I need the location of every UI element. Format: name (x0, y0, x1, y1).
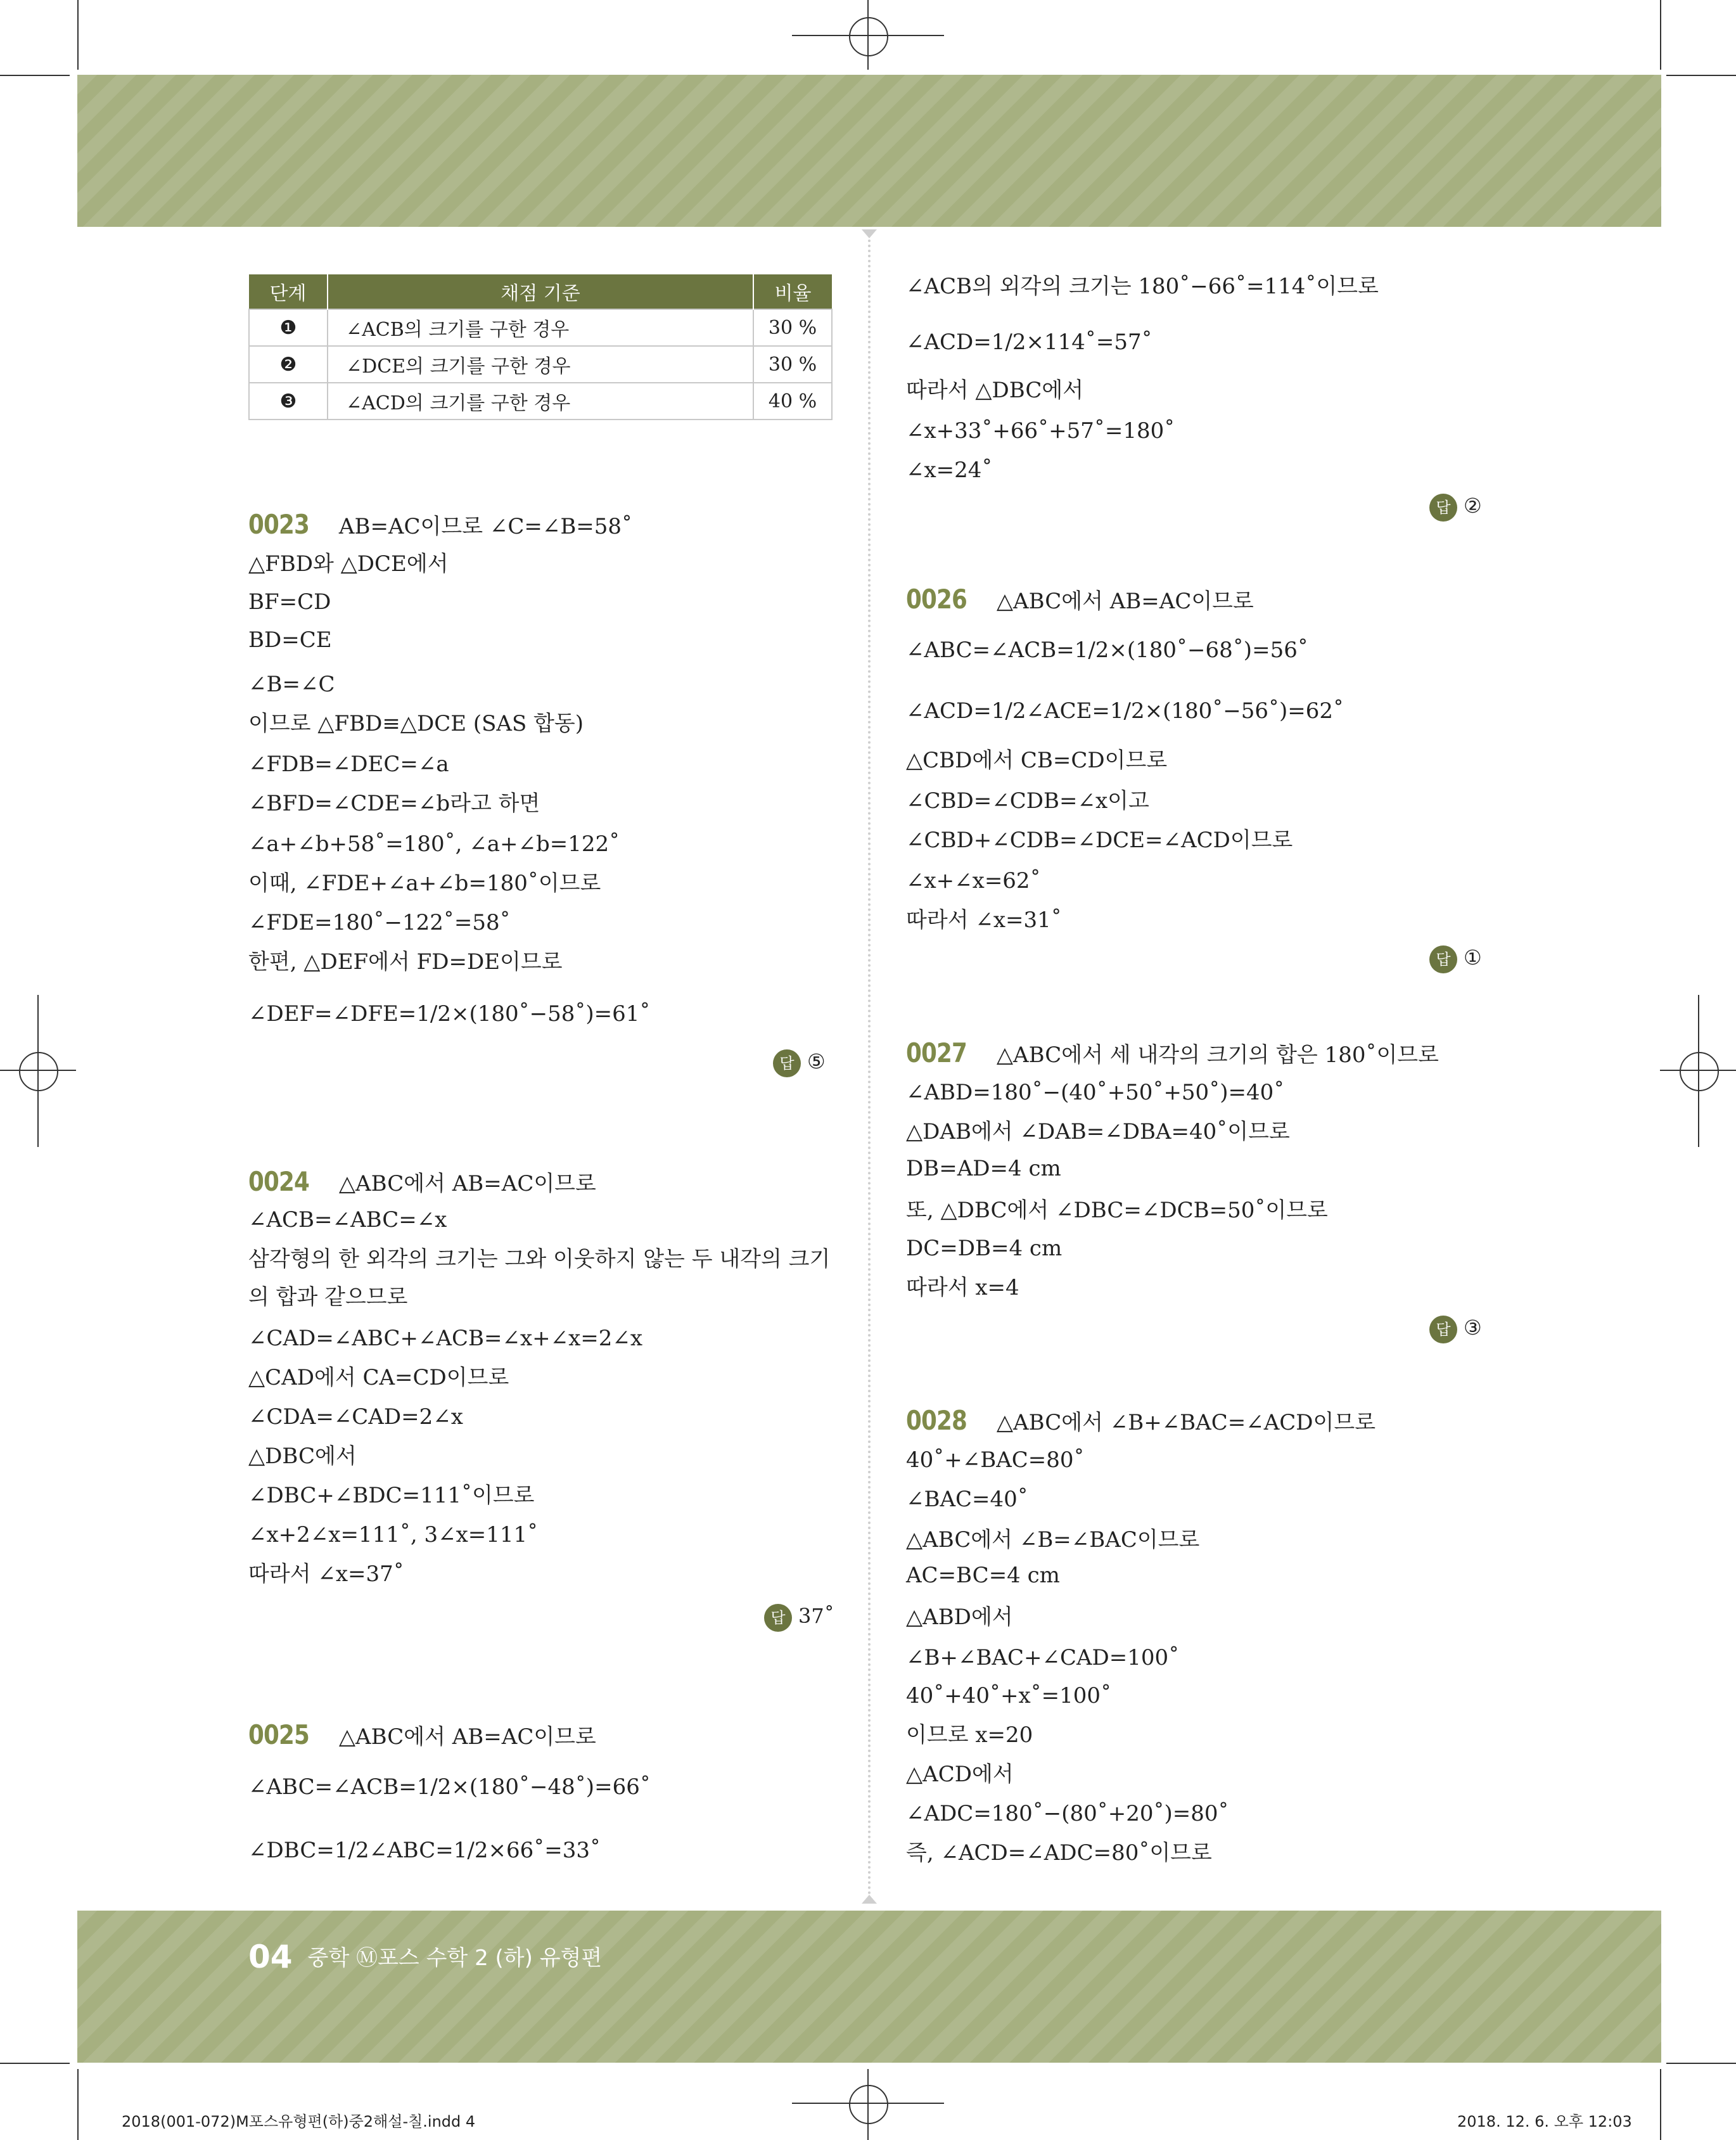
solution-line (906, 1447, 1085, 1473)
registration-mark (19, 1052, 58, 1091)
solution-text: AB=AC이므로 ∠C=∠B=58˚ (338, 514, 633, 539)
ratio-cell: 30 % (753, 346, 832, 383)
registration-mark (849, 2085, 888, 2124)
answer-0024 (764, 1601, 834, 1632)
print-slug-right: 2018. 12. 6. 오후 12:03 (1457, 2113, 1632, 2130)
left-solution-column (248, 0, 838, 1901)
solution-text: △ABC에서 ∠B=∠BAC이므로 (906, 1527, 1200, 1553)
solution-line (906, 1119, 1290, 1144)
solution-line (906, 1487, 1028, 1512)
solution-text: △ABC에서 AB=AC이므로 (338, 1724, 596, 1750)
column-header-step: 단계 (249, 274, 328, 309)
print-slug-left: 2018(001-072)M포스유형편(하)중2해설-칠.indd 4 (122, 2113, 476, 2130)
answer-value: ⑤ (807, 1049, 826, 1073)
answer-badge: 답 (1429, 494, 1457, 522)
solution-text: ∠a+∠b+58˚=180˚, ∠a+∠b=122˚ (248, 831, 620, 857)
book-title: 중학 Ⓜ포스 수학 2 (하) 유형편 (307, 1945, 603, 1971)
solution-line (248, 1246, 830, 1272)
answer-0026 (1429, 943, 1482, 973)
solution-text: DC=DB=4 cm (906, 1236, 1063, 1261)
problem-number: 0023 (248, 509, 309, 540)
solution-text: △ABC에서 AB=AC이므로 (338, 1171, 596, 1196)
problem-heading (248, 509, 633, 540)
problem-number: 0025 (248, 1719, 309, 1750)
answer-value: ② (1464, 494, 1482, 518)
answer-badge: 답 (773, 1049, 801, 1077)
criterion-cell: ∠ACB의 크기를 구한 경우 (328, 309, 753, 346)
solution-line (906, 378, 1083, 403)
problem-number: 0028 (906, 1405, 967, 1436)
step-cell: ❷ (249, 346, 328, 383)
solution-text: 40˚+40˚+x˚=100˚ (906, 1683, 1112, 1708)
solution-line (248, 1483, 535, 1508)
solution-line (906, 1563, 1060, 1588)
solution-text: 의 합과 같으므로 (248, 1285, 408, 1310)
solution-line (248, 1001, 650, 1027)
answer-badge: 답 (1429, 1316, 1457, 1343)
solution-text: ∠BFD=∠CDE=∠b라고 하면 (248, 791, 540, 816)
solution-line (248, 871, 601, 896)
answer-badge: 답 (764, 1604, 792, 1632)
solution-text: △ABC에서 ∠B+∠BAC=∠ACD이므로 (996, 1410, 1376, 1435)
solution-text: △ABC에서 AB=AC이므로 (996, 589, 1254, 614)
solution-text: 따라서 ∠x=31˚ (906, 907, 1062, 933)
step-cell: ❸ (249, 383, 328, 420)
solution-line (906, 1527, 1199, 1553)
solution-line (906, 1080, 1284, 1105)
ratio-cell: 40 % (753, 383, 832, 420)
solution-text: AC=BC=4 cm (906, 1563, 1060, 1588)
solution-line (248, 551, 449, 577)
solution-text: ∠DBC+∠BDC=111˚이므로 (248, 1483, 535, 1508)
criterion-cell: ∠DCE의 크기를 구한 경우 (328, 346, 753, 383)
solution-text: △ACD에서 (906, 1762, 1014, 1787)
solution-line (906, 748, 1167, 773)
solution-line (906, 1605, 1013, 1630)
solution-text: ∠DBC=1/2∠ABC=1/2×66˚=33˚ (248, 1838, 601, 1863)
solution-line (248, 1326, 642, 1351)
solution-text: △DAB에서 ∠DAB=∠DBA=40˚이므로 (906, 1119, 1290, 1144)
right-solution-column (906, 0, 1495, 1901)
answer-0027 (1429, 1313, 1482, 1343)
solution-line (906, 1236, 1062, 1261)
solution-text: ∠x+2∠x=111˚, 3∠x=111˚ (248, 1522, 539, 1547)
solution-text: ∠BAC=40˚ (906, 1487, 1028, 1512)
solution-text: 이므로 △FBD≡△DCE (SAS 합동) (248, 711, 584, 736)
solution-text: 이때, ∠FDE+∠a+∠b=180˚이므로 (248, 871, 601, 896)
registration-mark (849, 17, 888, 56)
solution-line (906, 698, 1344, 724)
solution-line (248, 1774, 651, 1800)
solution-text: BD=CE (248, 627, 332, 653)
solution-text: △ABD에서 (906, 1605, 1013, 1630)
page-number: 04 (248, 1938, 293, 1975)
solution-text: ∠x=24˚ (906, 458, 993, 483)
problem-heading (906, 584, 1254, 615)
solution-text: 40˚+∠BAC=80˚ (906, 1447, 1085, 1473)
solution-line (906, 868, 1041, 894)
solution-line (906, 1801, 1229, 1826)
answer-0023 (773, 1047, 826, 1077)
solution-line (248, 1404, 463, 1430)
solution-text: ∠CAD=∠ABC+∠ACB=∠x+∠x=2∠x (248, 1326, 643, 1351)
solution-line (906, 638, 1308, 663)
solution-text: ∠B=∠C (248, 672, 335, 697)
solution-text: ∠ADC=180˚−(80˚+20˚)=80˚ (906, 1801, 1229, 1826)
crop-mark (1660, 2069, 1661, 2140)
problem-number: 0026 (906, 584, 967, 615)
solution-line (906, 1840, 1212, 1866)
solution-line (248, 1522, 538, 1547)
solution-text: ∠FDB=∠DEC=∠a (248, 752, 449, 777)
solution-text: ∠ACB의 외각의 크기는 180˚−66˚=114˚이므로 (906, 274, 1379, 299)
solution-line (906, 1275, 1019, 1300)
crop-mark (1660, 0, 1661, 70)
answer-badge: 답 (1429, 945, 1457, 973)
problem-number: 0027 (906, 1037, 967, 1068)
solution-line (906, 1762, 1014, 1787)
step-cell: ❶ (249, 309, 328, 346)
solution-line (248, 627, 332, 653)
solution-text: △FBD와 △DCE에서 (248, 551, 449, 577)
footer-label (248, 1939, 602, 1976)
solution-line (906, 1156, 1061, 1181)
solution-text: ∠B+∠BAC+∠CAD=100˚ (906, 1645, 1180, 1670)
solution-line (906, 1722, 1033, 1748)
solution-line (906, 1198, 1328, 1223)
solution-line (906, 788, 1149, 814)
solution-line (248, 1285, 408, 1310)
solution-text: DB=AD=4 cm (906, 1156, 1061, 1181)
solution-line (906, 1645, 1179, 1670)
solution-text: ∠x+33˚+66˚+57˚=180˚ (906, 418, 1175, 444)
problem-number: 0024 (248, 1166, 309, 1197)
problem-heading (248, 1166, 596, 1197)
solution-text: ∠ABC=∠ACB=1/2×(180˚−48˚)=66˚ (248, 1774, 651, 1800)
solution-text: 따라서 ∠x=37˚ (248, 1561, 404, 1587)
solution-line (248, 1444, 357, 1469)
divider-arrow-top (862, 229, 877, 238)
crop-mark (77, 2069, 79, 2140)
solution-text: ∠CBD+∠CDB=∠DCE=∠ACD이므로 (906, 828, 1293, 853)
ratio-cell: 30 % (753, 309, 832, 346)
solution-text: △ABC에서 세 내각의 크기의 합은 180˚이므로 (996, 1042, 1439, 1068)
solution-line (248, 910, 511, 935)
solution-text: 또, △DBC에서 ∠DBC=∠DCB=50˚이므로 (906, 1198, 1328, 1223)
solution-line (248, 1561, 404, 1587)
solution-text: ∠CDA=∠CAD=2∠x (248, 1404, 463, 1430)
criterion-cell: ∠ACD의 크기를 구한 경우 (328, 383, 753, 420)
solution-text: BF=CD (248, 589, 331, 615)
solution-text: ∠ACD=1/2×114˚=57˚ (906, 330, 1152, 355)
solution-line (248, 831, 620, 857)
solution-text: ∠CBD=∠CDB=∠x이고 (906, 788, 1149, 814)
solution-line (248, 1207, 447, 1233)
crop-mark (1666, 75, 1736, 76)
answer-value: ① (1464, 945, 1482, 970)
solution-text: 삼각형의 한 외각의 크기는 그와 이웃하지 않는 두 내각의 크기 (248, 1246, 831, 1272)
solution-text: △CBD에서 CB=CD이므로 (906, 748, 1168, 773)
solution-line (906, 458, 992, 483)
solution-line (906, 274, 1379, 299)
solution-text: ∠ACD=1/2∠ACE=1/2×(180˚−56˚)=62˚ (906, 698, 1344, 724)
solution-line (248, 1365, 509, 1390)
solution-text: ∠ACB=∠ABC=∠x (248, 1207, 447, 1233)
footer-band (77, 1911, 1661, 2063)
solution-line (906, 907, 1062, 933)
solution-line (248, 791, 540, 816)
solution-text: ∠ABD=180˚−(40˚+50˚+50˚)=40˚ (906, 1080, 1285, 1105)
solution-text: 한편, △DEF에서 FD=DE이므로 (248, 949, 563, 975)
solution-text: ∠FDE=180˚−122˚=58˚ (248, 910, 511, 935)
problem-heading (906, 1037, 1439, 1068)
crop-mark (1666, 2063, 1736, 2064)
solution-text: 이므로 x=20 (906, 1722, 1033, 1748)
answer-value: ③ (1464, 1316, 1482, 1340)
solution-text: ∠x+∠x=62˚ (906, 868, 1041, 894)
solution-text: 따라서 △DBC에서 (906, 378, 1084, 403)
problem-heading (906, 1405, 1376, 1436)
crop-mark (0, 2063, 70, 2064)
problem-heading (248, 1719, 596, 1750)
solution-line (906, 1683, 1111, 1708)
solution-text: △CAD에서 CA=CD이므로 (248, 1365, 509, 1390)
solution-text: 즉, ∠ACD=∠ADC=80˚이므로 (906, 1840, 1212, 1866)
solution-line (248, 672, 335, 697)
solution-line (248, 1838, 601, 1863)
solution-text: ∠ABC=∠ACB=1/2×(180˚−68˚)=56˚ (906, 638, 1308, 663)
solution-line (248, 752, 449, 777)
column-divider (868, 234, 871, 1901)
solution-line (906, 330, 1152, 355)
crop-mark (77, 0, 79, 70)
solution-text: △DBC에서 (248, 1444, 357, 1469)
solution-line (248, 589, 331, 615)
column-header-ratio: 비율 (753, 274, 832, 309)
solution-text: ∠DEF=∠DFE=1/2×(180˚−58˚)=61˚ (248, 1001, 651, 1027)
column-header-criterion: 채점 기준 (328, 274, 753, 309)
solution-line (906, 418, 1175, 444)
solution-line (248, 711, 584, 736)
answer-0025 (1429, 491, 1482, 522)
crop-mark (0, 75, 70, 76)
solution-line (906, 828, 1292, 853)
registration-mark (1680, 1052, 1719, 1091)
answer-value: 37˚ (798, 1604, 834, 1628)
divider-arrow-bottom (862, 1895, 877, 1904)
solution-line (248, 949, 563, 975)
solution-text: 따라서 x=4 (906, 1275, 1019, 1300)
